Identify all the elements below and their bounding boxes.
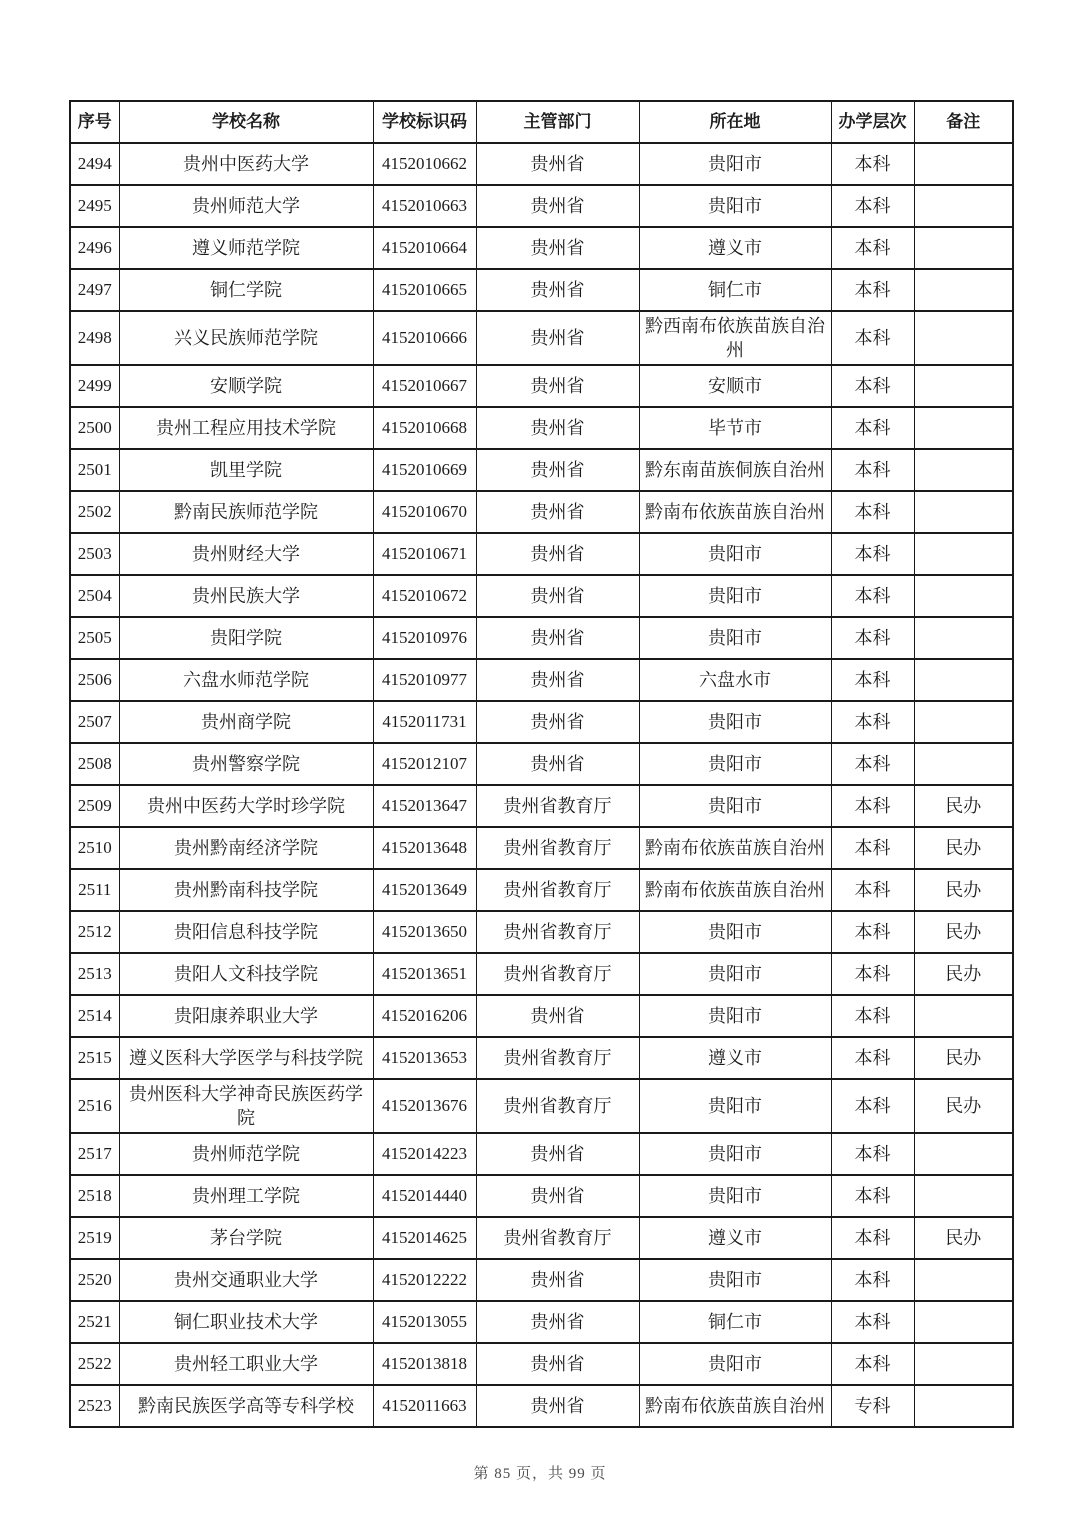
cell-name: 安顺学院 [119,365,373,407]
page-number-text: 第 85 页，共 99 页 [473,1466,607,1482]
cell-index: 2519 [70,1217,119,1259]
cell-location: 贵阳市 [639,1133,831,1175]
cell-location: 贵阳市 [639,1175,831,1217]
cell-department: 贵州省 [476,995,639,1037]
table-row [70,1175,1013,1217]
cell-department: 贵州省教育厅 [476,911,639,953]
table-row [70,143,1013,185]
cell-code: 4152013648 [373,827,476,869]
cell-department: 贵州省 [476,491,639,533]
cell-level: 本科 [831,1301,914,1343]
cell-code: 4152010670 [373,491,476,533]
cell-remark [914,407,1013,449]
cell-index: 2506 [70,659,119,701]
cell-level: 本科 [831,227,914,269]
cell-remark [914,1259,1013,1301]
cell-remark [914,449,1013,491]
cell-level: 本科 [831,1217,914,1259]
cell-remark [914,1385,1013,1427]
cell-name: 黔南民族医学高等专科学校 [119,1385,373,1427]
cell-index: 2522 [70,1343,119,1385]
cell-code: 4152013647 [373,785,476,827]
cell-department: 贵州省教育厅 [476,1217,639,1259]
table-row [70,575,1013,617]
cell-level: 本科 [831,827,914,869]
cell-level: 本科 [831,533,914,575]
table-row [70,1343,1013,1385]
cell-name: 茅台学院 [119,1217,373,1259]
cell-department: 贵州省 [476,659,639,701]
cell-location: 黔东南苗族侗族自治州 [639,449,831,491]
cell-remark: 民办 [914,1217,1013,1259]
header-cell-name: 学校名称 [119,101,373,143]
cell-remark [914,533,1013,575]
cell-code: 4152016206 [373,995,476,1037]
cell-level: 本科 [831,911,914,953]
cell-location: 遵义市 [639,1217,831,1259]
cell-level: 本科 [831,365,914,407]
cell-level: 本科 [831,311,914,365]
cell-department: 贵州省教育厅 [476,869,639,911]
cell-remark: 民办 [914,1037,1013,1079]
cell-name: 贵州理工学院 [119,1175,373,1217]
cell-department: 贵州省 [476,743,639,785]
cell-code: 4152014625 [373,1217,476,1259]
cell-level: 本科 [831,743,914,785]
cell-index: 2499 [70,365,119,407]
cell-department: 贵州省 [476,533,639,575]
cell-code: 4152010672 [373,575,476,617]
cell-code: 4152010666 [373,311,476,365]
cell-level: 本科 [831,953,914,995]
cell-name: 贵阳信息科技学院 [119,911,373,953]
cell-location: 贵阳市 [639,911,831,953]
cell-code: 4152010664 [373,227,476,269]
header-cell-department: 主管部门 [476,101,639,143]
table-row [70,701,1013,743]
cell-department: 贵州省 [476,1301,639,1343]
cell-name: 遵义医科大学医学与科技学院 [119,1037,373,1079]
cell-location: 黔南布依族苗族自治州 [639,869,831,911]
cell-level: 本科 [831,785,914,827]
cell-level: 本科 [831,659,914,701]
cell-index: 2516 [70,1079,119,1133]
cell-code: 4152010662 [373,143,476,185]
cell-index: 2517 [70,1133,119,1175]
cell-location: 贵阳市 [639,575,831,617]
cell-name: 凯里学院 [119,449,373,491]
cell-department: 贵州省 [476,185,639,227]
cell-name: 贵州师范大学 [119,185,373,227]
cell-code: 4152010667 [373,365,476,407]
cell-name: 贵州工程应用技术学院 [119,407,373,449]
cell-location: 贵阳市 [639,1343,831,1385]
table-row [70,869,1013,911]
cell-department: 贵州省 [476,449,639,491]
cell-location: 毕节市 [639,407,831,449]
cell-department: 贵州省 [476,617,639,659]
cell-department: 贵州省 [476,407,639,449]
table-row [70,533,1013,575]
cell-location: 黔西南布依族苗族自治州 [639,311,831,365]
table-row [70,953,1013,995]
cell-code: 4152010977 [373,659,476,701]
cell-remark [914,1343,1013,1385]
cell-level: 本科 [831,1175,914,1217]
cell-index: 2498 [70,311,119,365]
cell-code: 4152010665 [373,269,476,311]
cell-code: 4152013676 [373,1079,476,1133]
cell-code: 4152011731 [373,701,476,743]
cell-index: 2518 [70,1175,119,1217]
cell-level: 本科 [831,269,914,311]
cell-code: 4152013651 [373,953,476,995]
cell-index: 2514 [70,995,119,1037]
cell-remark [914,365,1013,407]
cell-location: 铜仁市 [639,1301,831,1343]
cell-remark: 民办 [914,911,1013,953]
cell-location: 贵阳市 [639,185,831,227]
cell-code: 4152013650 [373,911,476,953]
table-row [70,995,1013,1037]
table-row [70,1037,1013,1079]
cell-remark [914,1301,1013,1343]
table-row [70,269,1013,311]
cell-remark [914,701,1013,743]
cell-code: 4152011663 [373,1385,476,1427]
table-row [70,1385,1013,1427]
cell-level: 本科 [831,143,914,185]
cell-index: 2521 [70,1301,119,1343]
table-row [70,659,1013,701]
cell-department: 贵州省 [476,1385,639,1427]
cell-index: 2523 [70,1385,119,1427]
cell-location: 黔南布依族苗族自治州 [639,491,831,533]
header-cell-code: 学校标识码 [373,101,476,143]
cell-name: 贵州轻工职业大学 [119,1343,373,1385]
cell-location: 贵阳市 [639,953,831,995]
cell-remark [914,1175,1013,1217]
cell-name: 贵州中医药大学时珍学院 [119,785,373,827]
cell-name: 贵州警察学院 [119,743,373,785]
cell-name: 兴义民族师范学院 [119,311,373,365]
cell-remark: 民办 [914,869,1013,911]
cell-department: 贵州省教育厅 [476,1037,639,1079]
cell-remark [914,227,1013,269]
cell-department: 贵州省 [476,575,639,617]
cell-name: 贵州黔南经济学院 [119,827,373,869]
cell-name: 贵州师范学院 [119,1133,373,1175]
cell-department: 贵州省 [476,365,639,407]
table-row [70,491,1013,533]
page-footer [0,1462,1080,1483]
cell-department: 贵州省 [476,311,639,365]
cell-level: 本科 [831,185,914,227]
cell-name: 铜仁职业技术大学 [119,1301,373,1343]
cell-location: 六盘水市 [639,659,831,701]
cell-level: 本科 [831,575,914,617]
cell-index: 2494 [70,143,119,185]
cell-code: 4152010669 [373,449,476,491]
table-row [70,185,1013,227]
cell-remark: 民办 [914,827,1013,869]
cell-department: 贵州省教育厅 [476,1079,639,1133]
cell-name: 贵州民族大学 [119,575,373,617]
cell-index: 2501 [70,449,119,491]
cell-level: 本科 [831,449,914,491]
table-row [70,743,1013,785]
cell-name: 贵阳人文科技学院 [119,953,373,995]
cell-code: 4152012107 [373,743,476,785]
cell-location: 贵阳市 [639,743,831,785]
cell-location: 贵阳市 [639,617,831,659]
table-row [70,1217,1013,1259]
header-cell-remark: 备注 [914,101,1013,143]
cell-remark [914,269,1013,311]
cell-index: 2508 [70,743,119,785]
cell-remark [914,617,1013,659]
table-row [70,1079,1013,1133]
cell-remark: 民办 [914,785,1013,827]
cell-index: 2511 [70,869,119,911]
table-row [70,785,1013,827]
table-row [70,827,1013,869]
cell-location: 遵义市 [639,227,831,269]
cell-remark [914,1133,1013,1175]
cell-level: 本科 [831,869,914,911]
cell-index: 2504 [70,575,119,617]
cell-level: 本科 [831,491,914,533]
cell-code: 4152010663 [373,185,476,227]
cell-name: 贵州中医药大学 [119,143,373,185]
cell-level: 本科 [831,1259,914,1301]
cell-department: 贵州省 [476,701,639,743]
cell-name: 贵州医科大学神奇民族医药学院 [119,1079,373,1133]
cell-location: 贵阳市 [639,1259,831,1301]
table-row [70,449,1013,491]
cell-index: 2507 [70,701,119,743]
cell-level: 本科 [831,995,914,1037]
cell-remark [914,143,1013,185]
cell-code: 4152010671 [373,533,476,575]
cell-index: 2502 [70,491,119,533]
cell-name: 贵阳康养职业大学 [119,995,373,1037]
cell-index: 2503 [70,533,119,575]
cell-department: 贵州省 [476,1133,639,1175]
cell-remark [914,575,1013,617]
cell-code: 4152013055 [373,1301,476,1343]
cell-name: 贵州交通职业大学 [119,1259,373,1301]
cell-name: 黔南民族师范学院 [119,491,373,533]
cell-remark [914,743,1013,785]
cell-name: 六盘水师范学院 [119,659,373,701]
cell-level: 专科 [831,1385,914,1427]
cell-name: 贵州黔南科技学院 [119,869,373,911]
cell-department: 贵州省教育厅 [476,827,639,869]
cell-name: 贵州财经大学 [119,533,373,575]
school-list-table [69,100,1014,1428]
cell-location: 贵阳市 [639,143,831,185]
table-row [70,311,1013,365]
cell-code: 4152014223 [373,1133,476,1175]
cell-department: 贵州省 [476,1259,639,1301]
cell-index: 2520 [70,1259,119,1301]
cell-level: 本科 [831,1343,914,1385]
cell-level: 本科 [831,701,914,743]
cell-code: 4152010976 [373,617,476,659]
cell-remark: 民办 [914,953,1013,995]
cell-location: 贵阳市 [639,533,831,575]
table-row [70,1301,1013,1343]
cell-index: 2513 [70,953,119,995]
cell-index: 2509 [70,785,119,827]
cell-department: 贵州省教育厅 [476,953,639,995]
cell-level: 本科 [831,1079,914,1133]
cell-location: 遵义市 [639,1037,831,1079]
cell-location: 黔南布依族苗族自治州 [639,827,831,869]
cell-name: 铜仁学院 [119,269,373,311]
cell-department: 贵州省 [476,269,639,311]
cell-name: 遵义师范学院 [119,227,373,269]
cell-code: 4152010668 [373,407,476,449]
cell-remark [914,311,1013,365]
cell-location: 贵阳市 [639,785,831,827]
cell-level: 本科 [831,1133,914,1175]
cell-index: 2497 [70,269,119,311]
cell-department: 贵州省 [476,1175,639,1217]
cell-department: 贵州省教育厅 [476,785,639,827]
cell-remark [914,185,1013,227]
cell-index: 2515 [70,1037,119,1079]
cell-remark [914,659,1013,701]
cell-code: 4152013818 [373,1343,476,1385]
table-row [70,617,1013,659]
cell-location: 黔南布依族苗族自治州 [639,1385,831,1427]
cell-index: 2496 [70,227,119,269]
cell-index: 2510 [70,827,119,869]
header-cell-level: 办学层次 [831,101,914,143]
cell-index: 2495 [70,185,119,227]
cell-code: 4152013649 [373,869,476,911]
cell-location: 贵阳市 [639,1079,831,1133]
cell-name: 贵州商学院 [119,701,373,743]
table-row [70,365,1013,407]
table-row [70,911,1013,953]
cell-remark [914,491,1013,533]
cell-index: 2500 [70,407,119,449]
header-cell-index: 序号 [70,101,119,143]
cell-level: 本科 [831,617,914,659]
table-row [70,1133,1013,1175]
table-row [70,1259,1013,1301]
cell-level: 本科 [831,407,914,449]
cell-remark [914,995,1013,1037]
cell-location: 安顺市 [639,365,831,407]
cell-remark: 民办 [914,1079,1013,1133]
table-row [70,407,1013,449]
cell-name: 贵阳学院 [119,617,373,659]
cell-code: 4152014440 [373,1175,476,1217]
table-header-row [70,101,1013,143]
cell-index: 2512 [70,911,119,953]
cell-location: 贵阳市 [639,701,831,743]
cell-department: 贵州省 [476,227,639,269]
cell-level: 本科 [831,1037,914,1079]
cell-department: 贵州省 [476,1343,639,1385]
table-row [70,227,1013,269]
cell-location: 贵阳市 [639,995,831,1037]
cell-index: 2505 [70,617,119,659]
cell-department: 贵州省 [476,143,639,185]
cell-location: 铜仁市 [639,269,831,311]
header-cell-location: 所在地 [639,101,831,143]
cell-code: 4152012222 [373,1259,476,1301]
cell-code: 4152013653 [373,1037,476,1079]
